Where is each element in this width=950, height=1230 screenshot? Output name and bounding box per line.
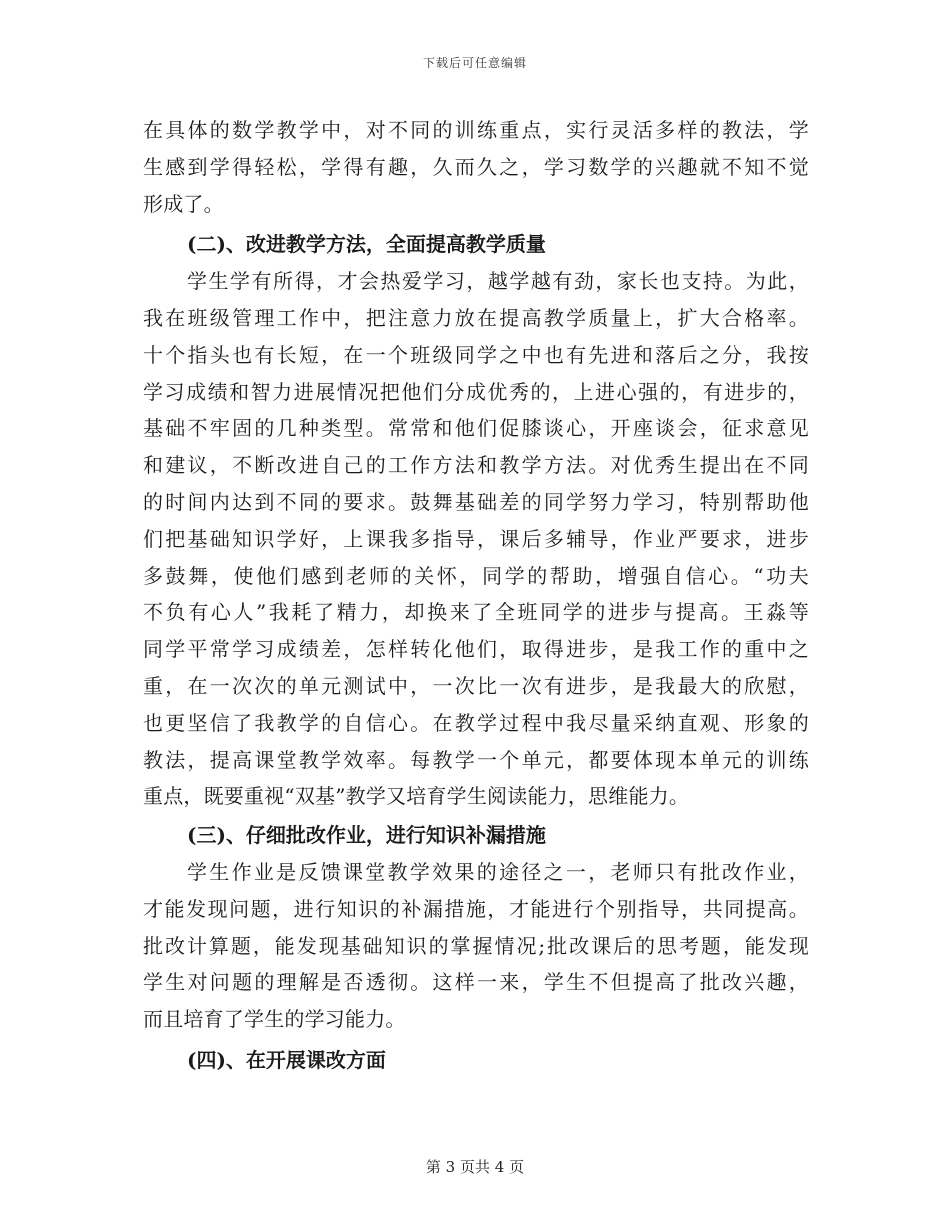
page-number: 第 3 页共 4 页 <box>425 1158 525 1176</box>
paragraph-line: 学习成绩和智力进展情况把他们分成优秀的，上进心强的，有进步的， <box>143 379 809 404</box>
paragraph-line: 们把基础知识学好，上课我多指导，课后多辅导，作业严要求，进步 <box>143 526 809 551</box>
paragraph-line: 重，在一次次的单元测试中，一次比一次有进步，是我最大的欣慰， <box>143 673 809 698</box>
paragraph-line: 不负有心人”我耗了精力，却换来了全班同学的进步与提高。王淼等 <box>143 600 809 625</box>
section-heading-3: (三)、仔细批改作业，进行知识补漏措施 <box>187 823 546 848</box>
paragraph-line: 基础不牢固的几种类型。常常和他们促膝谈心，开座谈会，征求意见 <box>143 416 809 441</box>
paragraph-line: 才能发现问题，进行知识的补漏措施，才能进行个别指导，共同提高。 <box>143 896 809 921</box>
paragraph-line: 十个指头也有长短，在一个班级同学之中也有先进和落后之分，我按 <box>143 342 809 367</box>
paragraph-line: 多鼓舞，使他们感到老师的关怀，同学的帮助，增强自信心。“功夫 <box>143 563 809 588</box>
paragraph-line: 的时间内达到不同的要求。鼓舞基础差的同学努力学习，特别帮助他 <box>143 489 809 514</box>
section-heading-4: (四)、在开展课改方面 <box>187 1047 386 1072</box>
paragraph-line: 形成了。 <box>143 191 224 216</box>
paragraph-line: 学生学有所得，才会热爱学习，越学越有劲，家长也支持。为此， <box>187 269 809 294</box>
paragraph-line: 也更坚信了我教学的自信心。在教学过程中我尽量采纳直观、形象的 <box>143 710 809 735</box>
paragraph-line: 生感到学得轻松，学得有趣，久而久之，学习数学的兴趣就不知不觉 <box>143 154 809 179</box>
document-body <box>143 112 809 1079</box>
paragraph-line: 我在班级管理工作中，把注意力放在提高教学质量上，扩大合格率。 <box>143 305 809 330</box>
paragraph-line: 重点，既要重视“双基”教学又培育学生阅读能力，思维能力。 <box>143 784 690 809</box>
section-heading-2: (二)、改进教学方法，全面提高教学质量 <box>187 232 546 257</box>
paragraph-line: 同学平常学习成绩差，怎样转化他们，取得进步，是我工作的重中之 <box>143 637 809 662</box>
paragraph-line: 和建议，不断改进自己的工作方法和教学方法。对优秀生提出在不同 <box>143 453 809 478</box>
paragraph-line: 而且培育了学生的学习能力。 <box>143 1007 406 1032</box>
paragraph-line: 学生作业是反馈课堂教学效果的途径之一，老师只有批改作业， <box>187 859 809 884</box>
paragraph-line: 批改计算题，能发现基础知识的掌握情况;批改课后的思考题，能发现 <box>143 933 809 958</box>
page-header-note: 下载后可任意编辑 <box>422 56 527 70</box>
paragraph-line: 学生对问题的理解是否透彻。这样一来，学生不但提高了批改兴趣， <box>143 970 809 995</box>
paragraph-line: 在具体的数学教学中，对不同的训练重点，实行灵活多样的教法，学 <box>143 118 809 142</box>
paragraph-line: 教法，提高课堂教学效率。每教学一个单元，都要体现本单元的训练 <box>143 747 809 772</box>
